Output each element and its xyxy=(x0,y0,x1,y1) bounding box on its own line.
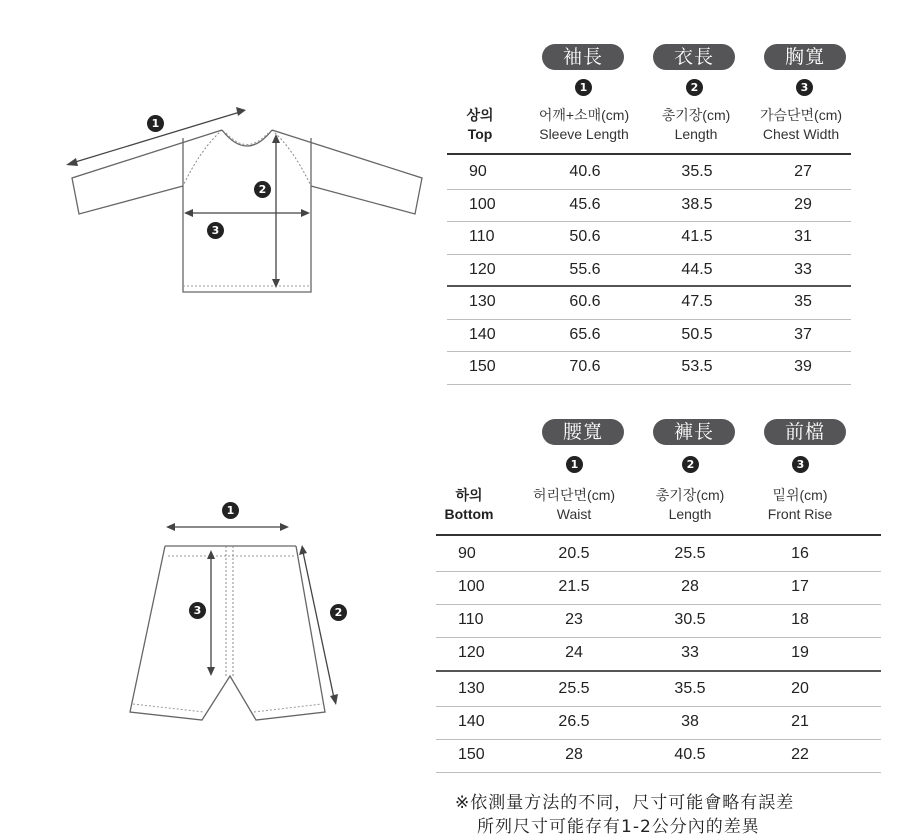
top-pill-length: 衣長 xyxy=(653,44,735,70)
table-row xyxy=(447,319,851,351)
top-header-length-en: Length xyxy=(674,126,718,142)
bottom-header-rise-ko: 밑위(cm) xyxy=(772,487,828,503)
top-diagram-marker-1: 1 xyxy=(147,115,164,132)
bottom-header-rise-en: Front Rise xyxy=(767,506,833,522)
bottom-header-length xyxy=(626,486,754,524)
table-row xyxy=(436,571,881,603)
top-header-marker-3: 3 xyxy=(796,79,813,96)
measure-cell: 47.5 xyxy=(681,293,713,310)
measure-cell: 31 xyxy=(794,228,812,245)
measure-cell: 44.5 xyxy=(681,260,713,278)
note-line-2: 所列尺寸可能存有1-2公分內的差異 xyxy=(477,817,760,837)
measure-cell: 37 xyxy=(794,325,812,343)
note-line-1: ※依測量方法的不同，尺寸可能會略有誤差 xyxy=(455,793,795,813)
measure-cell: 60.6 xyxy=(569,293,601,310)
measure-cell: 25.5 xyxy=(558,680,590,697)
table-row xyxy=(436,706,881,738)
table-row xyxy=(436,673,881,705)
bottom-header-rule xyxy=(436,534,881,536)
table-row xyxy=(436,739,881,771)
measure-cell: 20.5 xyxy=(558,545,590,562)
size-cell: 110 xyxy=(469,228,495,245)
bottom-header-length-ko: 총기장(cm) xyxy=(655,487,725,503)
measurement-note xyxy=(455,791,794,839)
measure-cell: 16 xyxy=(791,545,809,562)
measure-cell: 70.6 xyxy=(569,358,601,375)
bottom-header-waist-en: Waist xyxy=(556,506,592,522)
top-garment-diagram xyxy=(0,90,460,410)
size-cell: 120 xyxy=(458,644,485,661)
bottom-header-waist xyxy=(510,486,638,524)
measure-cell: 35.5 xyxy=(674,680,706,697)
measure-cell: 35 xyxy=(794,293,812,310)
bottom-diagram-marker-1: 1 xyxy=(222,502,239,519)
top-header-chest-en: Chest Width xyxy=(762,126,840,142)
table-row xyxy=(436,604,881,636)
measure-cell: 33 xyxy=(681,644,699,661)
size-cell: 150 xyxy=(469,358,496,375)
table-row xyxy=(447,351,851,383)
bottom-pill-waist: 腰寬 xyxy=(542,419,624,445)
bottom-header-marker-3: 3 xyxy=(792,456,809,473)
size-cell: 90 xyxy=(458,545,476,562)
top-mid-rule xyxy=(447,285,851,287)
bottom-header-marker-1: 1 xyxy=(566,456,583,473)
top-header-marker-1: 1 xyxy=(575,79,592,96)
measure-cell: 38 xyxy=(681,713,699,730)
measure-cell: 26.5 xyxy=(558,713,590,730)
top-diagram-marker-3: 3 xyxy=(207,222,224,239)
top-header-sleeve xyxy=(520,106,648,144)
top-diagram-marker-2: 2 xyxy=(254,181,271,198)
measure-cell: 40.6 xyxy=(569,163,601,180)
measure-cell: 50.6 xyxy=(569,228,601,245)
measure-cell: 55.6 xyxy=(569,260,601,278)
measure-cell: 53.5 xyxy=(681,358,713,375)
measure-cell: 28 xyxy=(681,578,699,595)
top-row-label xyxy=(458,106,502,144)
bottom-pill-rise: 前檔 xyxy=(764,419,846,445)
bottom-header-length-en: Length xyxy=(668,506,712,522)
measure-cell: 28 xyxy=(565,746,583,763)
measure-cell: 35.5 xyxy=(681,163,713,180)
table-row xyxy=(447,189,851,221)
size-cell: 110 xyxy=(458,611,484,628)
top-pill-chest: 胸寬 xyxy=(764,44,846,70)
size-cell: 150 xyxy=(458,746,485,763)
measure-cell: 17 xyxy=(791,578,809,595)
measure-cell: 27 xyxy=(794,163,812,180)
top-header-marker-2: 2 xyxy=(686,79,703,96)
measure-cell: 21 xyxy=(791,713,809,730)
size-cell: 100 xyxy=(469,195,496,213)
measure-cell: 23 xyxy=(565,611,583,628)
bottom-header-waist-ko: 허리단면(cm) xyxy=(532,487,616,503)
measure-cell: 21.5 xyxy=(558,578,590,595)
measure-cell: 50.5 xyxy=(681,325,713,343)
measure-cell: 40.5 xyxy=(674,746,706,763)
top-header-chest xyxy=(737,106,865,144)
size-cell: 130 xyxy=(458,680,485,697)
table-row xyxy=(447,286,851,318)
measure-cell: 24 xyxy=(565,644,583,661)
size-cell: 120 xyxy=(469,260,496,278)
top-header-sleeve-ko: 어깨+소매(cm) xyxy=(538,107,630,123)
measure-cell: 65.6 xyxy=(569,325,601,343)
top-label-ko: 상의 xyxy=(466,107,494,123)
row-divider xyxy=(447,384,851,385)
top-header-chest-ko: 가슴단면(cm) xyxy=(759,107,843,123)
size-cell: 130 xyxy=(469,293,496,310)
size-cell: 100 xyxy=(458,578,485,595)
measure-cell: 30.5 xyxy=(674,611,706,628)
bottom-pill-length: 褲長 xyxy=(653,419,735,445)
measure-cell: 29 xyxy=(794,195,812,213)
bottom-header-rise xyxy=(736,486,864,524)
measure-cell: 25.5 xyxy=(674,545,706,562)
bottom-diagram-marker-3: 3 xyxy=(189,602,206,619)
table-row xyxy=(436,538,881,570)
top-header-sleeve-en: Sleeve Length xyxy=(539,126,629,142)
measure-cell: 22 xyxy=(791,746,809,763)
table-row xyxy=(447,156,851,188)
top-label-en: Top xyxy=(467,126,493,142)
size-cell: 140 xyxy=(458,713,485,730)
table-row xyxy=(436,637,881,669)
measure-cell: 33 xyxy=(794,260,812,278)
measure-cell: 41.5 xyxy=(681,228,713,245)
measure-cell: 39 xyxy=(794,358,812,375)
measure-cell: 45.6 xyxy=(569,195,601,213)
table-row xyxy=(447,221,851,253)
measure-cell: 19 xyxy=(791,644,809,661)
table-row xyxy=(447,254,851,286)
row-divider xyxy=(436,772,881,773)
bottom-diagram-marker-2: 2 xyxy=(330,604,347,621)
bottom-label-en: Bottom xyxy=(444,506,494,522)
measure-cell: 38.5 xyxy=(681,195,713,213)
top-header-length-ko: 총기장(cm) xyxy=(661,107,731,123)
measure-cell: 18 xyxy=(791,611,809,628)
measure-cell: 20 xyxy=(791,680,809,697)
top-pill-sleeve: 袖長 xyxy=(542,44,624,70)
top-header-rule xyxy=(447,153,851,155)
bottom-header-marker-2: 2 xyxy=(682,456,699,473)
size-cell: 140 xyxy=(469,325,496,343)
bottom-garment-diagram xyxy=(0,480,460,780)
bottom-mid-rule xyxy=(436,670,881,672)
size-cell: 90 xyxy=(469,163,487,180)
bottom-label-ko: 하의 xyxy=(455,487,483,503)
bottom-row-label xyxy=(434,486,504,524)
